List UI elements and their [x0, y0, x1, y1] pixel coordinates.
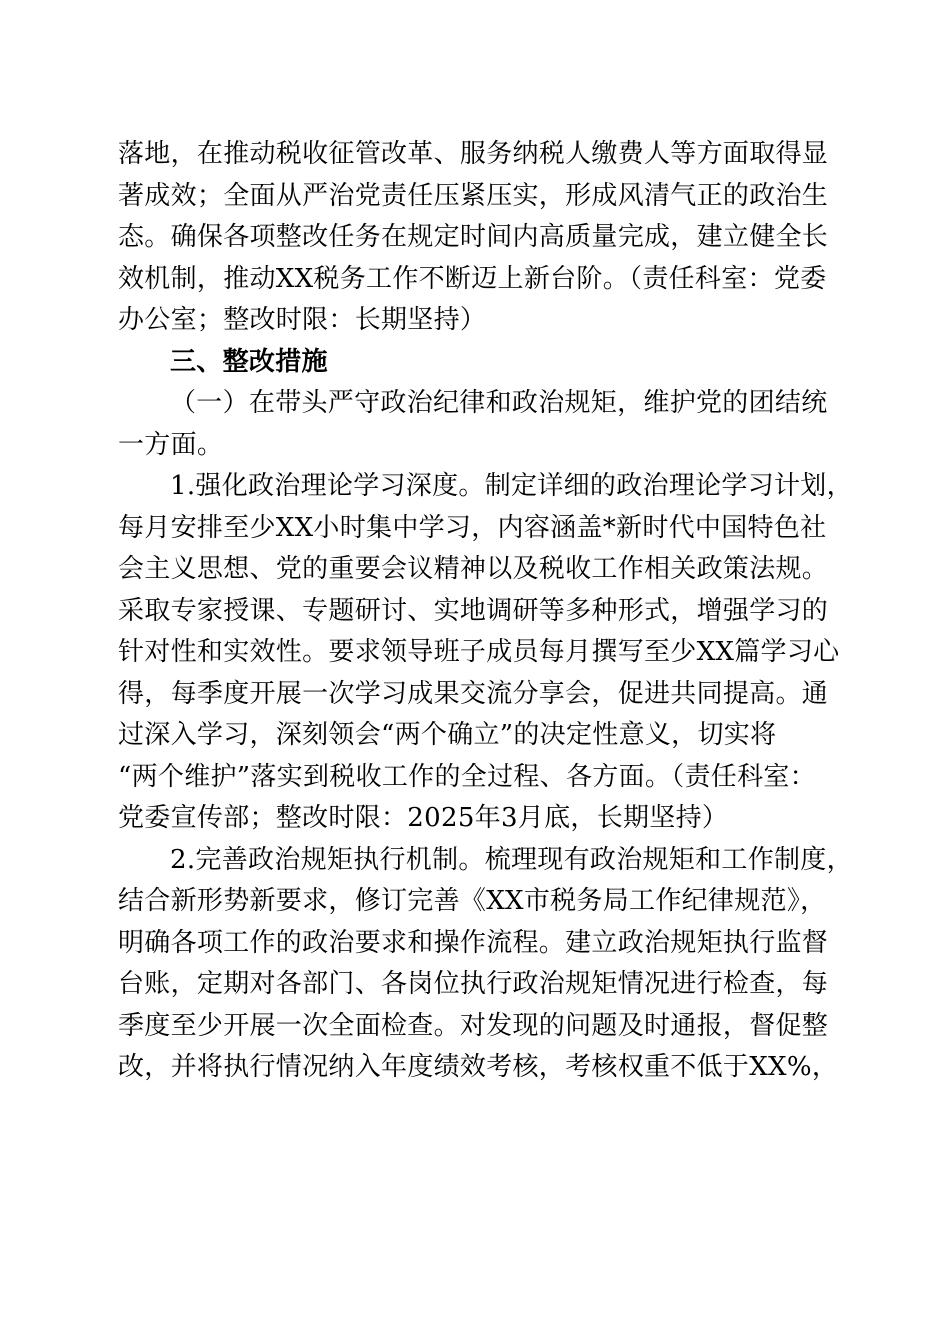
document-body: [118, 134, 853, 1089]
text-line: 效机制，推动XX税务工作不断迈上新台阶。（责任科室：党委: [118, 263, 827, 294]
text-line: 台账，定期对各部门、各岗位执行政治规矩情况进行检查，每: [118, 969, 829, 999]
text-line: 得，每季度开展一次学习成果交流分享会，促进共同提高。通: [118, 678, 829, 709]
text-line: 明确各项工作的政治要求和操作流程。建立政治规矩执行监督: [118, 927, 829, 958]
text-line: 采取专家授课、专题研讨、实地调研等多种形式，增强学习的: [118, 595, 829, 626]
text-line: 办公室；整改时限：长期坚持）: [118, 305, 487, 335]
text-line: “两个维护”落实到税收工作的全过程、各方面。（责任科室：: [118, 761, 816, 792]
text-line: 针对性和实效性。要求领导班子成员每月撰写至少XX篇学习心: [118, 637, 840, 667]
text-line: 会主义思想、党的重要会议精神以及税收工作相关政策法规。: [118, 554, 829, 584]
text-line: 落地，在推动税收征管改革、服务纳税人缴费人等方面取得显: [118, 139, 829, 169]
text-line: 每月安排至少XX小时集中学习，内容涵盖*新时代中国特色社: [118, 512, 827, 543]
section-heading: 三、整改措施: [170, 346, 328, 377]
paragraph-start: 2.完善政治规矩执行机制。梳理现有政治规矩和工作制度，: [170, 844, 853, 875]
paragraph-start: 1.强化政治理论学习深度。制定详细的政治理论学习计划，: [170, 471, 853, 501]
text-line: 著成效；全面从严治党责任压紧压实，形成风清气正的政治生: [118, 180, 829, 211]
text-line: 党委宣传部；整改时限：2025年3月底，长期坚持）: [118, 803, 729, 833]
text-line: 过深入学习，深刻领会“两个确立”的决定性意义，切实将: [118, 720, 777, 750]
text-line: 季度至少开展一次全面检查。对发现的问题及时通报，督促整: [118, 1010, 829, 1041]
text-line: 结合新形势新要求，修订完善《XX市税务局工作纪律规范》，: [118, 886, 827, 916]
text-line: 一方面。: [118, 429, 224, 460]
subsection-heading: （一）在带头严守政治纪律和政治规矩，维护党的团结统: [170, 388, 828, 418]
text-line: 态。确保各项整改任务在规定时间内高质量完成，建立健全长: [118, 222, 829, 252]
text-line: 改，并将执行情况纳入年度绩效考核，考核权重不低于XX%，: [118, 1052, 839, 1082]
